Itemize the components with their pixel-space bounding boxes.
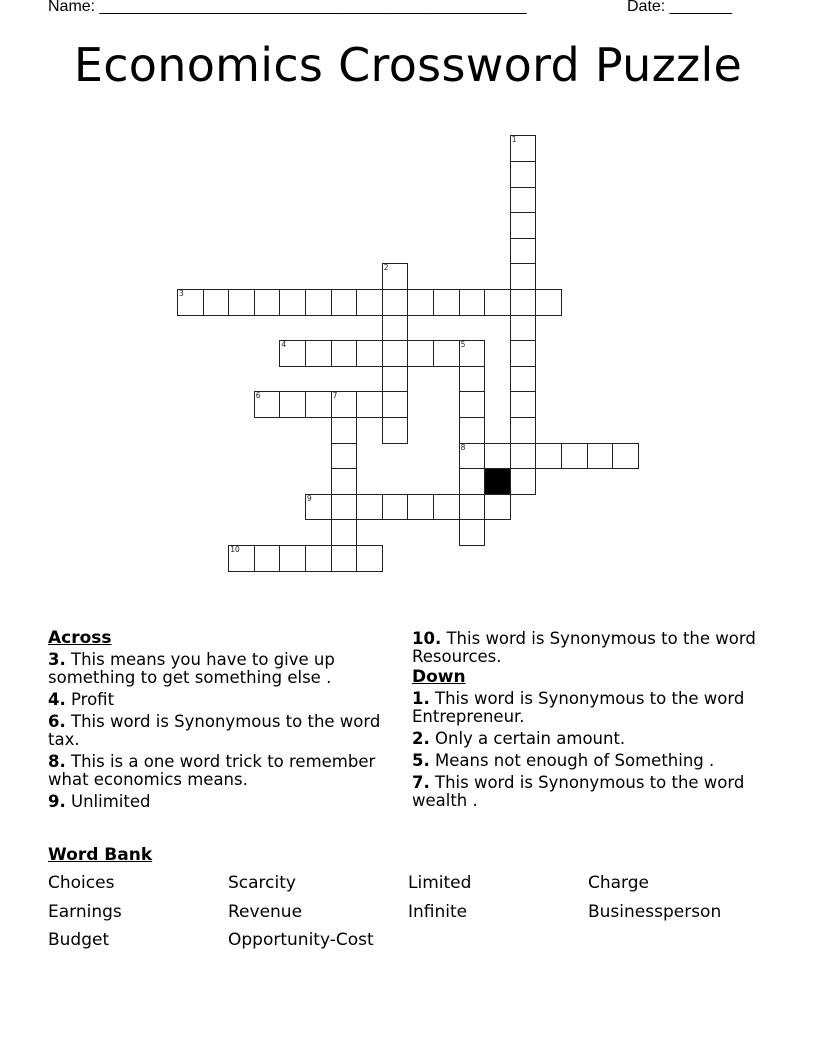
across-heading: Across bbox=[48, 628, 112, 648]
grid-cell[interactable] bbox=[331, 443, 358, 470]
clue-number-label: 7 bbox=[332, 391, 338, 401]
grid-cell[interactable] bbox=[510, 212, 537, 239]
black-cell bbox=[484, 468, 511, 495]
grid-cell[interactable] bbox=[459, 468, 486, 495]
clue-number: 2. bbox=[412, 729, 430, 748]
grid-cell[interactable] bbox=[331, 545, 358, 572]
grid-cell[interactable] bbox=[433, 494, 460, 521]
grid-cell[interactable] bbox=[331, 519, 358, 546]
grid-cell[interactable] bbox=[305, 494, 332, 521]
grid-cell[interactable] bbox=[510, 443, 537, 470]
grid-cell[interactable] bbox=[510, 263, 537, 290]
grid-cell[interactable] bbox=[535, 289, 562, 316]
grid-cell[interactable] bbox=[331, 417, 358, 444]
grid-cell[interactable] bbox=[510, 366, 537, 393]
clue-text: This word is Synonymous to the word Entrepreneur. bbox=[412, 689, 745, 726]
grid-cell[interactable] bbox=[510, 161, 537, 188]
clue-across-3 bbox=[48, 651, 388, 687]
grid-cell[interactable] bbox=[407, 289, 434, 316]
grid-cell[interactable] bbox=[228, 289, 255, 316]
grid-cell[interactable] bbox=[279, 289, 306, 316]
word-bank-item: Charge bbox=[588, 873, 650, 893]
clue-across-4 bbox=[48, 691, 388, 709]
grid-cell[interactable] bbox=[510, 417, 537, 444]
word-bank-heading: Word Bank bbox=[48, 845, 153, 865]
clue-text: Profit bbox=[65, 690, 115, 709]
grid-cell[interactable] bbox=[484, 289, 511, 316]
grid-cell[interactable] bbox=[331, 289, 358, 316]
grid-cell[interactable] bbox=[510, 340, 537, 367]
clue-across-6 bbox=[48, 713, 388, 749]
grid-cell[interactable] bbox=[382, 391, 409, 418]
word-bank-item: Limited bbox=[408, 873, 472, 893]
clue-number: 1. bbox=[412, 689, 430, 708]
grid-cell[interactable] bbox=[279, 391, 306, 418]
grid-cell[interactable] bbox=[382, 366, 409, 393]
grid-cell[interactable] bbox=[510, 135, 537, 162]
grid-cell[interactable] bbox=[433, 340, 460, 367]
grid-cell[interactable] bbox=[382, 494, 409, 521]
clues-right-column bbox=[412, 630, 757, 814]
grid-cell[interactable] bbox=[484, 443, 511, 470]
grid-cell[interactable] bbox=[177, 289, 204, 316]
word-bank-item: Budget bbox=[48, 930, 110, 950]
grid-cell[interactable] bbox=[459, 391, 486, 418]
clue-text: This word is Synonymous to the word tax. bbox=[48, 712, 381, 749]
word-bank-item: Choices bbox=[48, 873, 115, 893]
clue-text: Only a certain amount. bbox=[429, 729, 626, 748]
grid-cell[interactable] bbox=[254, 545, 281, 572]
grid-cell[interactable] bbox=[331, 494, 358, 521]
grid-cell[interactable] bbox=[510, 315, 537, 342]
grid-cell[interactable] bbox=[612, 443, 639, 470]
clue-number-label: 6 bbox=[255, 391, 261, 401]
clue-number-label: 10 bbox=[230, 545, 240, 554]
clues-left-column bbox=[48, 628, 388, 815]
grid-cell[interactable] bbox=[459, 443, 486, 470]
clue-number: 7. bbox=[412, 773, 430, 792]
grid-cell[interactable] bbox=[228, 545, 255, 572]
grid-cell[interactable] bbox=[305, 340, 332, 367]
grid-cell[interactable] bbox=[510, 289, 537, 316]
clue-number: 6. bbox=[48, 712, 66, 731]
grid-cell[interactable] bbox=[510, 187, 537, 214]
grid-cell[interactable] bbox=[459, 289, 486, 316]
clue-number: 5. bbox=[412, 751, 430, 770]
grid-cell[interactable] bbox=[305, 289, 332, 316]
grid-cell[interactable] bbox=[510, 391, 537, 418]
grid-cell[interactable] bbox=[407, 340, 434, 367]
grid-cell[interactable] bbox=[459, 494, 486, 521]
grid-cell[interactable] bbox=[484, 494, 511, 521]
grid-cell[interactable] bbox=[331, 340, 358, 367]
grid-cell[interactable] bbox=[382, 417, 409, 444]
grid-cell[interactable] bbox=[459, 519, 486, 546]
clue-down-1 bbox=[412, 690, 757, 726]
name-field-label: Name: ________________________________________________ bbox=[48, 0, 527, 15]
grid-cell[interactable] bbox=[356, 391, 383, 418]
grid-cell[interactable] bbox=[305, 391, 332, 418]
grid-cell[interactable] bbox=[279, 545, 306, 572]
clue-down-2 bbox=[412, 730, 757, 748]
grid-cell[interactable] bbox=[356, 289, 383, 316]
grid-cell[interactable] bbox=[587, 443, 614, 470]
grid-cell[interactable] bbox=[356, 545, 383, 572]
clue-text: This is a one word trick to remember what economics means. bbox=[48, 752, 376, 789]
grid-cell[interactable] bbox=[254, 289, 281, 316]
grid-cell[interactable] bbox=[433, 289, 460, 316]
clue-text: Means not enough of Something . bbox=[429, 751, 715, 770]
grid-cell[interactable] bbox=[561, 443, 588, 470]
grid-cell[interactable] bbox=[331, 391, 358, 418]
grid-cell[interactable] bbox=[510, 238, 537, 265]
grid-cell[interactable] bbox=[382, 340, 409, 367]
clue-across-8 bbox=[48, 753, 388, 789]
clue-number-label: 3 bbox=[179, 289, 184, 298]
clue-number: 3. bbox=[48, 650, 66, 669]
grid-cell[interactable] bbox=[382, 315, 409, 342]
grid-cell[interactable] bbox=[535, 443, 562, 470]
clue-number-label: 5 bbox=[460, 340, 466, 350]
clue-text: This means you have to give up something to get something else . bbox=[48, 650, 335, 687]
clue-across-9 bbox=[48, 793, 388, 811]
grid-cell[interactable] bbox=[356, 340, 383, 367]
grid-cell[interactable] bbox=[459, 340, 486, 367]
clue-number: 8. bbox=[48, 752, 66, 771]
grid-cell[interactable] bbox=[459, 417, 486, 444]
clue-text: This word is Synonymous to the word Resources. bbox=[412, 629, 756, 666]
clue-text: This word is Synonymous to the word wealth . bbox=[412, 773, 745, 810]
clue-number-label: 8 bbox=[460, 442, 466, 452]
word-bank-item: Earnings bbox=[48, 902, 122, 922]
clue-down-7 bbox=[412, 774, 757, 810]
page-title: Economics Crossword Puzzle bbox=[73, 38, 743, 92]
down-heading: Down bbox=[412, 667, 466, 687]
grid-cell[interactable] bbox=[331, 468, 358, 495]
clue-number-label: 2 bbox=[383, 263, 389, 273]
date-field-label: Date: _______ bbox=[627, 0, 732, 15]
clue-number-label: 4 bbox=[281, 340, 287, 350]
clue-number-label: 9 bbox=[307, 493, 312, 503]
clue-across-10 bbox=[412, 630, 757, 666]
grid-cell[interactable] bbox=[407, 494, 434, 521]
clue-number-label: 1 bbox=[511, 135, 517, 145]
clue-down-5 bbox=[412, 752, 747, 770]
word-bank-item: Scarcity bbox=[228, 873, 296, 893]
grid-cell[interactable] bbox=[382, 263, 409, 290]
word-bank-item: Businessperson bbox=[588, 902, 722, 922]
grid-cell[interactable] bbox=[203, 289, 230, 316]
grid-cell[interactable] bbox=[305, 545, 332, 572]
grid-cell[interactable] bbox=[254, 391, 281, 418]
grid-cell[interactable] bbox=[279, 340, 306, 367]
clue-number: 9. bbox=[48, 792, 66, 811]
clue-number: 10. bbox=[412, 629, 442, 648]
grid-cell[interactable] bbox=[510, 468, 537, 495]
grid-cell[interactable] bbox=[382, 289, 409, 316]
clue-text: Unlimited bbox=[65, 792, 151, 811]
word-bank-item: Infinite bbox=[408, 902, 468, 922]
word-bank-item: Opportunity-Cost bbox=[228, 930, 374, 950]
grid-cell[interactable] bbox=[356, 494, 383, 521]
grid-cell[interactable] bbox=[459, 366, 486, 393]
clue-number: 4. bbox=[48, 690, 66, 709]
word-bank-item: Revenue bbox=[228, 902, 303, 922]
